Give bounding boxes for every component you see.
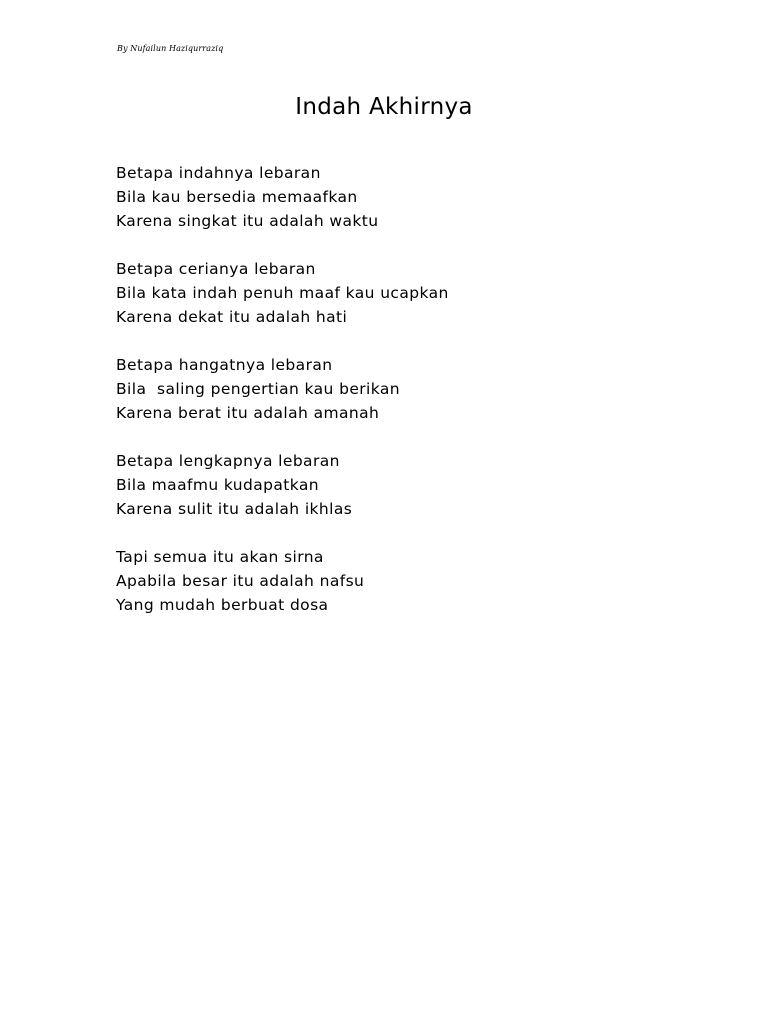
poem-line: Tapi semua itu akan sirna — [116, 548, 324, 566]
poem-title: Indah Akhirnya — [295, 94, 473, 120]
stanza-2 — [116, 257, 676, 329]
poem-line: Bila kata indah penuh maaf kau ucapkan — [116, 284, 449, 302]
stanza-5 — [116, 545, 676, 617]
poem-body — [116, 161, 676, 641]
stanza-3 — [116, 353, 676, 425]
poem-line: Betapa cerianya lebaran — [116, 260, 316, 278]
poem-line: Karena dekat itu adalah hati — [116, 308, 348, 326]
poem-line: Karena sulit itu adalah ikhlas — [116, 500, 353, 518]
stanza-4 — [116, 449, 676, 521]
poem-line: Karena berat itu adalah amanah — [116, 404, 380, 422]
poem-line: Yang mudah berbuat dosa — [116, 596, 329, 614]
poem-line: Betapa hangatnya lebaran — [116, 356, 333, 374]
poem-line: Betapa indahnya lebaran — [116, 164, 321, 182]
stanza-1 — [116, 161, 676, 233]
poem-line: Betapa lengkapnya lebaran — [116, 452, 340, 470]
poem-line: Karena singkat itu adalah waktu — [116, 212, 379, 230]
author-header: By Nufailun Haziqurraziq — [117, 44, 224, 53]
poem-line: Bila kau bersedia memaafkan — [116, 188, 358, 206]
poem-line: Bila saling pengertian kau berikan — [116, 380, 400, 398]
poem-line: Apabila besar itu adalah nafsu — [116, 572, 365, 590]
poem-line: Bila maafmu kudapatkan — [116, 476, 319, 494]
